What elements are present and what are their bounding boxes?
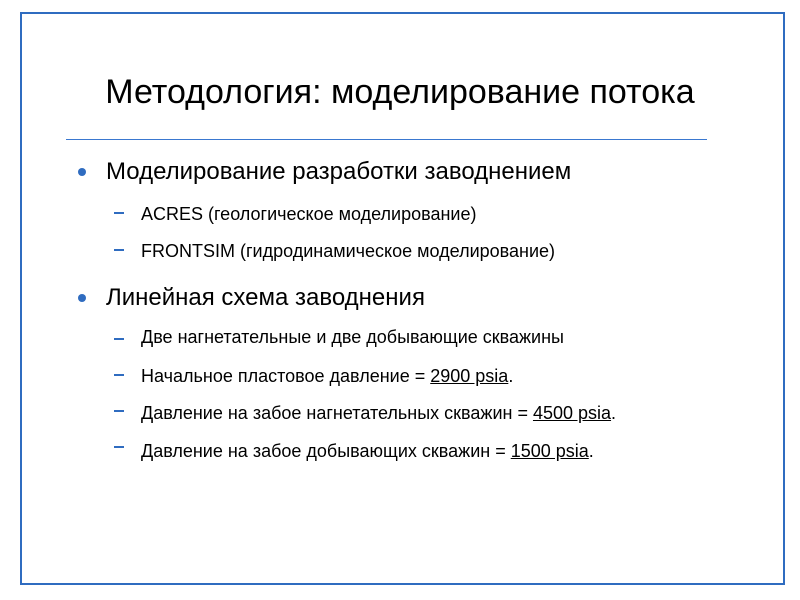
dash-icon [114,410,124,412]
dash-icon [114,446,124,448]
pressure-value: 1500 psia [510,441,589,461]
dash-icon [114,374,124,376]
bullet-item: Линейная схема заводнения [106,284,425,311]
dash-icon [114,338,124,340]
sub-bullet-text: . [588,441,594,461]
sub-bullet-item [141,364,513,388]
sub-bullet-text: Давление на забое нагнетательных скважин = [141,403,533,423]
sub-bullet-item: Две нагнетательные и две добывающие скважины [141,327,564,347]
sub-bullet-text: . [508,366,514,386]
sub-bullet-text: . [611,403,617,423]
bullet-icon [78,168,86,176]
slide-title: Методология: моделирование потока [105,73,695,111]
dash-icon [114,212,124,214]
sub-bullet-item: FRONTSIM (гидродинамическое моделирование) [141,241,556,261]
bullet-icon [78,294,86,302]
pressure-value: 2900 psia [430,366,509,386]
pressure-value: 4500 psia [532,403,612,423]
sub-bullet-item [141,401,616,425]
sub-bullet-text: Давление на забое добывающих скважин = [141,441,511,461]
bullet-item: Моделирование разработки заводнением [106,158,572,185]
sub-bullet-item: ACRES (геологическое моделирование) [141,204,477,224]
dash-icon [114,249,124,251]
sub-bullet-item [141,439,594,463]
sub-bullet-text: Начальное пластовое давление = [141,366,431,386]
